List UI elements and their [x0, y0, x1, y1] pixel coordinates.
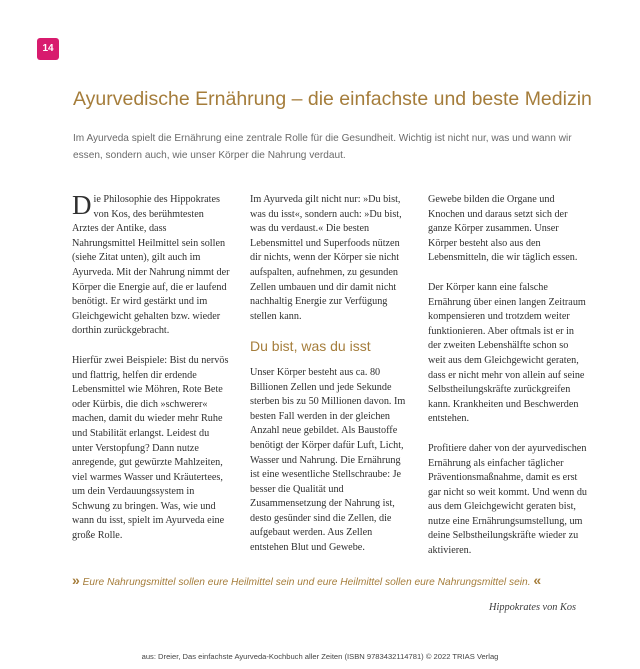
quote-close-mark: « [533, 572, 542, 588]
page-number-badge: 14 [37, 38, 59, 60]
text-column-3 [428, 193, 588, 574]
page-title: Ayurvedische Ernährung – die einfachste und beste Medizin [73, 88, 592, 110]
column3-paragraph-1: Gewebe bilden die Organe und Knochen und daraus setzt sich der ganze Körper zusammen. Unser Körper besteht also aus den Lebensmitteln, die wir täglich essen. [428, 194, 578, 264]
dropcap-letter: D [72, 190, 92, 220]
quote [72, 572, 592, 588]
column1-paragraph-1-text: ie Philosophie des Hippokrates von Kos, des berühmtesten Arztes der Antike, dass Nahrungsmittel Heilmittel sein sollen (siehe Zitat unten), gilt auch im Ayurveda. Mit der Nahrung nimmt der Körper die Energie auf, die er laufend benötigt. Er wird gestärkt und im Gleichgewicht gehalten bzw. wieder dorthin zurückgebracht. [72, 194, 230, 337]
column2-paragraph-1: Im Ayurveda gilt nicht nur: »Du bist, was du isst«, sondern auch: »Du bist, was du verdaust.« Die besten Lebensmittel und Superfoods nützen dir nichts, wenn der Körper sie nicht aufspalten, aufnehmen, zu gesunden Zellen umbauen und dir damit nicht nachhaltig Energie zur Verfügung stellen kann. [250, 194, 402, 322]
column1-paragraph-2: Hierfür zwei Beispiele: Bist du nervös und flattrig, helfen dir erdende Lebensmittel wie Möhren, Rote Bete oder Kürbis, die dich »schwerer« machen, damit du wieder mehr Ruhe und Stabilität erlangst. Leidest du unter Verstopfung? Dann nutze anregende, gut gewürzte Mahlzeiten, viel warmes Wasser und Kräutertees, um dein Verdauungssystem in Schwung zu bringen. Was, wie und wann du isst, spielt im Ayurveda eine große Rolle. [72, 354, 229, 542]
column3-paragraph-3: Profitiere daher von der ayurvedischen Ernährung als einfacher täglicher Präventionsmaßnahme, damit es erst gar nicht so weit kommt. Und wenn du aus dem Gleichgewicht geraten bist, nutze eine Ernährungsumstellung, um deine Selbstheilungskräfte wieder zu aktivieren. [428, 442, 588, 557]
text-column-2 [250, 193, 410, 571]
footer-source: aus: Dreier, Das einfachste Ayurveda-Kochbuch aller Zeiten (ISBN 9783432114781) © 2022 TRIAS Verlag [141, 652, 499, 661]
column2-paragraph-2: Unser Körper besteht aus ca. 80 Billionen Zellen und jede Sekunde sterben bis zu 50 Millionen davon. Im besten Fall werden in der gleichen Anzahl neue gebildet. Als Baustoffe benötigt der Körper dafür Luft, Licht, Wasser und Nahrung. Die Ernährung ist eine wesentliche Stellschraube: Je besser die Qualität und Zusammensetzung der Nahrung ist, desto gesünder sind die Zellen, die aufgebaut werden. Aus Zellen entstehen Blut und Gewebe. [250, 366, 406, 554]
column1-paragraph-1 [72, 190, 232, 339]
quote-author: Hippokrates von Kos [489, 602, 576, 613]
quote-text: Eure Nahrungsmittel sollen eure Heilmittel sein und eure Heilmittel sollen eure Nahrungsmittel sein. [82, 577, 531, 588]
quote-open-mark: » [72, 572, 80, 588]
text-column-1 [72, 190, 232, 559]
column3-paragraph-2: Der Körper kann eine falsche Ernährung über einen langen Zeitraum kompensieren und trotzdem weiter funktionieren. Aber oftmals ist er in der zweiten Lebenshälfte schon so weit aus dem Gleichgewicht geraten, dass er nicht mehr von allein auf seine Selbstheilungskräfte zurückgreifen kann. Krankheiten und Beschwerden entstehen. [428, 281, 586, 425]
section-subheading: Du bist, was du isst [250, 338, 371, 355]
intro-text: Im Ayurveda spielt die Ernährung eine zentrale Rolle für die Gesundheit. Wichtig ist nicht nur, was und wann wir essen, sondern auch, wie unser Körper die Nahrung verdaut. [73, 133, 572, 161]
